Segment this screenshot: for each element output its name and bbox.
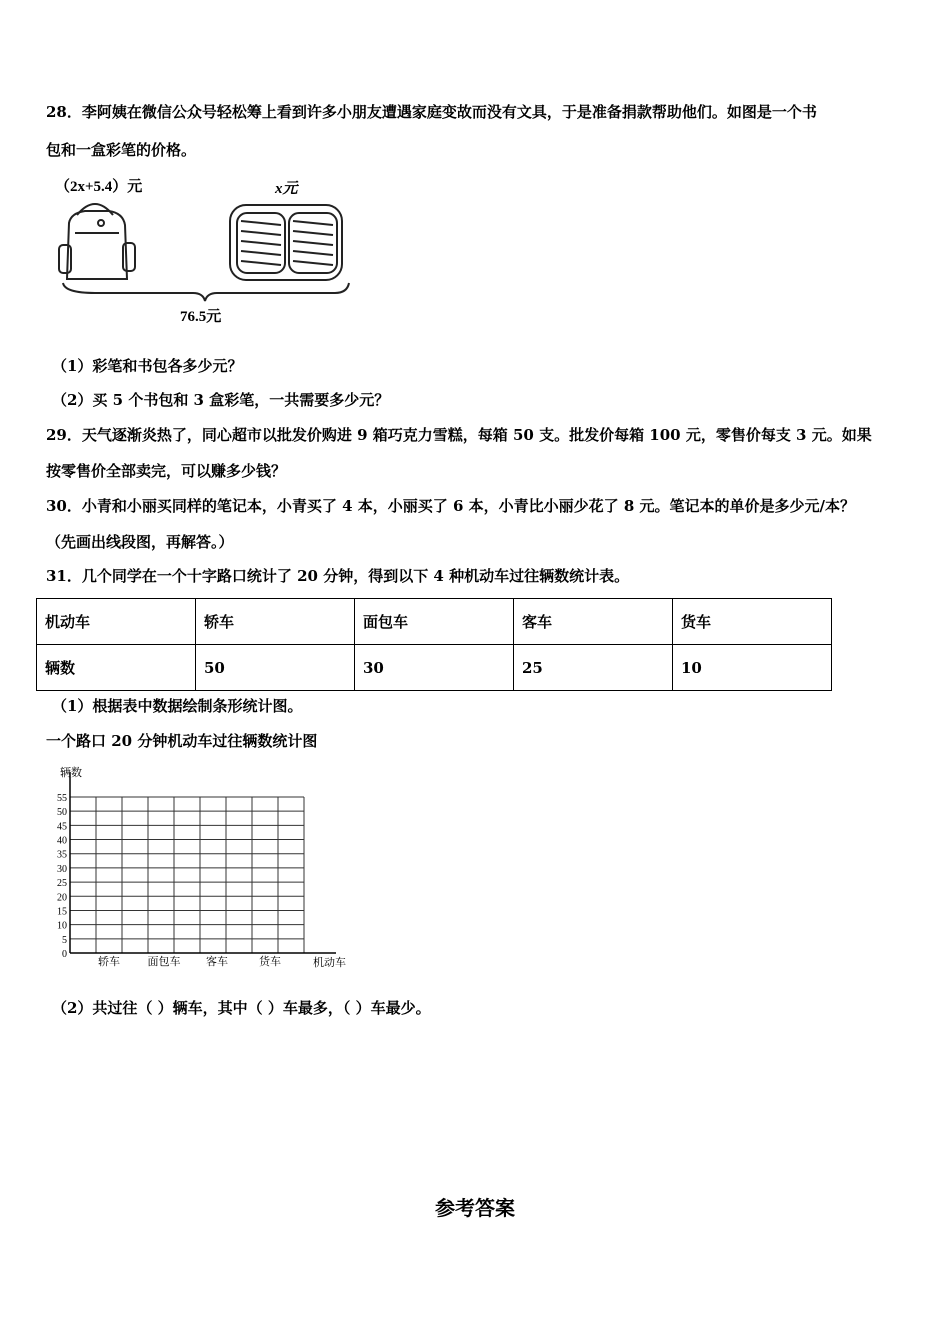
- table-cell: 机动车: [37, 599, 196, 645]
- y-tick-label: 55: [57, 793, 67, 804]
- answer-title: 参考答案: [435, 1196, 515, 1220]
- q29-text-line2: 按零售价全部卖完，可以赚多少钱？: [46, 462, 287, 480]
- y-tick-label: 30: [57, 863, 67, 875]
- table-row: [37, 599, 832, 645]
- y-tick-label: 45: [57, 821, 67, 833]
- y-tick-label: 0: [62, 949, 67, 960]
- x-axis-label: 机动车: [313, 957, 346, 969]
- backpack-icon: [59, 204, 135, 279]
- x-tick-label: 面包车: [147, 956, 181, 968]
- q28-sub1: （1）彩笔和书包各多少元？: [52, 357, 243, 375]
- q28-text-line1: 28．李阿姨在微信公众号轻松筹上看到许多小朋友遭遇家庭变故而没有文具，于是准备捐款帮助他们。如图是一个书: [46, 103, 817, 121]
- y-tick-label: 50: [57, 807, 67, 819]
- q29-text-line1: 29．天气逐渐炎热了，同心超市以批发价购进 9 箱巧克力雪糕，每箱 50 支。批发价每箱 100 元，零售价每支 3 元。如果: [46, 426, 872, 444]
- table-cell: 辆数: [37, 645, 196, 691]
- q31-sub2: （2）共过往（ ）辆车，其中（ ）车最多，（ ）车最少。: [52, 999, 431, 1017]
- y-tick-label: 15: [57, 906, 67, 918]
- y-tick-label: 25: [57, 878, 67, 890]
- q31-sub1: （1）根据表中数据绘制条形统计图。: [52, 697, 303, 715]
- table-cell: 50: [195, 645, 354, 691]
- q30-text-line1: 30．小青和小丽买同样的笔记本，小青买了 4 本，小丽买了 6 本，小青比小丽少花了 8 元。笔记本的单价是多少元/本？: [46, 497, 856, 515]
- table-cell: 面包车: [354, 599, 513, 645]
- q28-text-line2: 包和一盒彩笔的价格。: [46, 141, 197, 159]
- x-tick-label: 货车: [259, 956, 281, 968]
- pen-box-icon: [230, 205, 342, 280]
- table-cell: 25: [513, 645, 672, 691]
- y-tick-label: 20: [57, 892, 67, 904]
- table-row: [37, 645, 832, 691]
- total-brace: [63, 283, 349, 301]
- q28-figure: [55, 175, 355, 325]
- y-tick-label: 10: [57, 920, 67, 932]
- y-tick-label: 5: [62, 934, 67, 946]
- q31-text-line1: 31．几个同学在一个十字路口统计了 20 分钟，得到以下 4 种机动车过往辆数统计表。: [46, 567, 630, 585]
- chart-title: 一个路口 20 分钟机动车过往辆数统计图: [46, 732, 318, 750]
- y-tick-label: 40: [57, 835, 67, 847]
- x-tick-label: 轿车: [98, 956, 120, 968]
- blank-bar-chart: [40, 760, 360, 975]
- table-cell: 客车: [513, 599, 672, 645]
- y-tick-label: 35: [57, 849, 67, 861]
- table-cell: 10: [672, 645, 831, 691]
- x-tick-label: 客车: [206, 956, 228, 968]
- vehicle-count-table: [36, 598, 832, 691]
- pen-price-label: x元: [275, 181, 298, 197]
- y-axis-label: 辆数: [60, 767, 82, 779]
- bag-price-label: （2x+5.4）元: [55, 179, 143, 195]
- table-cell: 货车: [672, 599, 831, 645]
- table-cell: 30: [354, 645, 513, 691]
- table-cell: 轿车: [195, 599, 354, 645]
- q30-text-line2: （先画出线段图，再解答。）: [46, 533, 234, 551]
- total-price-label: 76.5元: [180, 309, 222, 325]
- q28-sub2: （2）买 5 个书包和 3 盒彩笔，一共需要多少元？: [52, 391, 390, 409]
